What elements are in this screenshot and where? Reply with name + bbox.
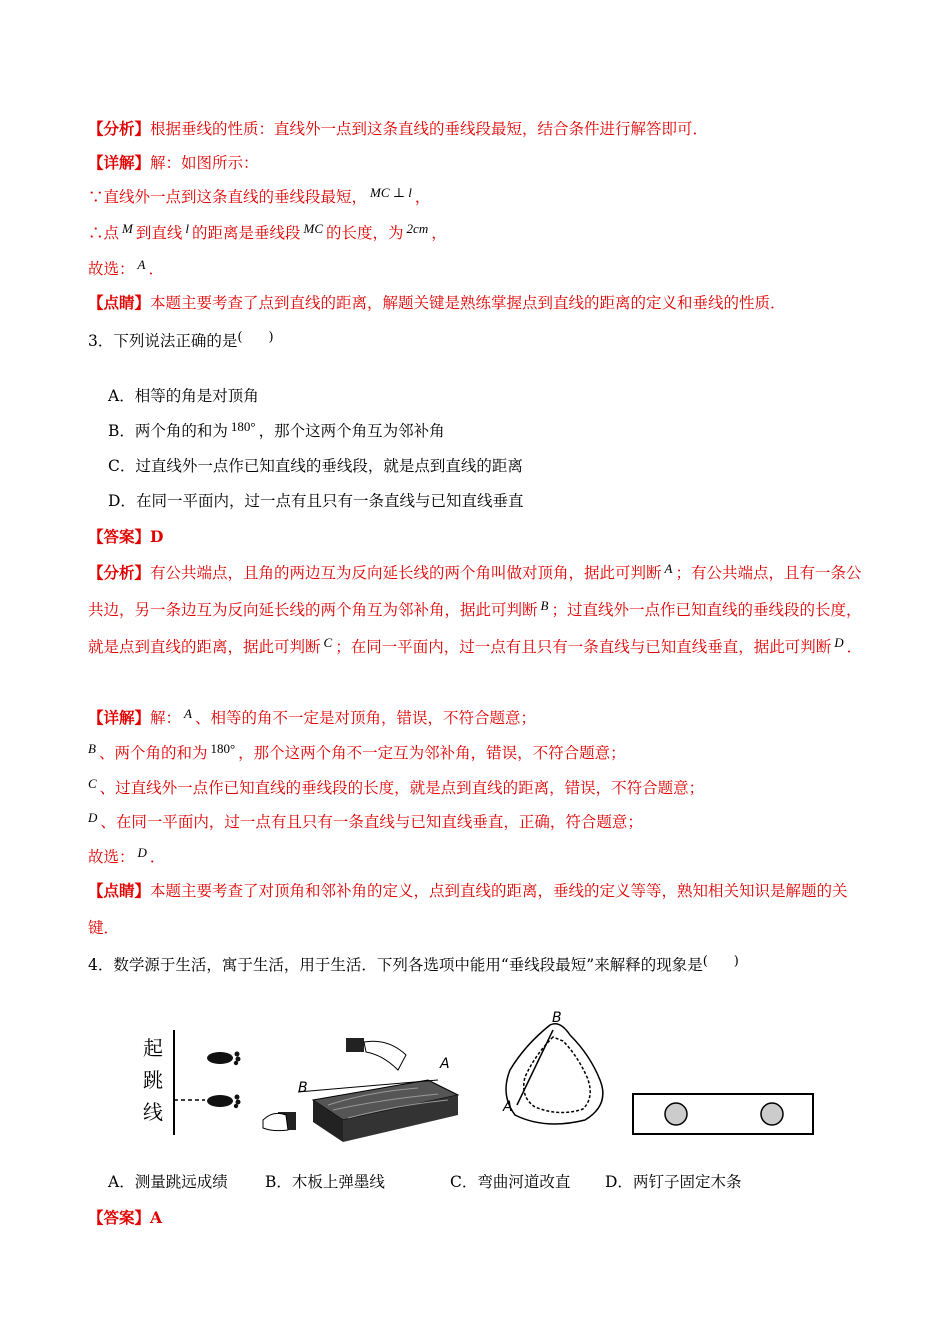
answer-tag: 【答案】 [88, 527, 151, 546]
q4-answer [88, 1207, 162, 1229]
because-text: 直线外一点到这条直线的垂线段最短， [103, 188, 368, 206]
answer-paren: ( ) [237, 330, 274, 345]
math-D: D [88, 810, 98, 825]
label-A: A [503, 1099, 513, 1115]
q4-option-a [108, 1170, 228, 1192]
q3-analysis [88, 554, 868, 666]
comment-tag: 【点睛】 [88, 881, 151, 900]
analysis-text-4: ；在同一平面内，过一点有且只有一条直线与已知直线垂直，据此可判断 [335, 638, 832, 656]
question-stem: 4．数学源于生活，寓于生活，用于生活．下列各选项中能用“垂线段最短”来解释的现象是 [88, 956, 703, 974]
analysis-text-2: ；有公共端点，且有一条公共边，另一条边互为反向延长线的两个角互为邻补角，据此可判断 [88, 564, 862, 619]
therefore-symbol: ∴ [88, 224, 104, 242]
comma: ， [431, 224, 447, 242]
q3-detail-c [88, 777, 704, 800]
option-letter: A． [108, 387, 135, 405]
label-B: B [552, 1010, 562, 1026]
q2-analysis [88, 118, 708, 140]
option-text: 相等的角是对顶角 [134, 387, 259, 405]
q3-detail-b [88, 742, 626, 765]
q3-detail [88, 707, 536, 730]
detail-b-pre: 、两个角的和为 [98, 744, 208, 762]
analysis-tag: 【分析】 [88, 119, 151, 138]
hand-lower-fingers [263, 1113, 288, 1130]
q2-detail [88, 152, 259, 174]
math-mc-perp-l: MC ⊥ l [370, 185, 412, 200]
option-text: 两钉子固定木条 [632, 1173, 742, 1191]
answer-value: D [150, 527, 164, 546]
math-A: A [184, 706, 192, 721]
analysis-text-1: 有公共端点，且角的两边互为反向延长线的两个角叫做对顶角，据此可判断 [150, 564, 662, 582]
nail-icon [761, 1103, 783, 1125]
q4-option-d [605, 1170, 741, 1192]
answer-tag: 【答案】 [88, 1208, 151, 1227]
river-outer-bank [506, 1024, 603, 1124]
detail-c-text: 、过直线外一点作已知直线的垂线段的长度，就是点到直线的距离，错误，不符合题意； [99, 779, 705, 797]
math-C: C [88, 776, 97, 791]
footprint-icon [207, 1052, 241, 1109]
detail-tag: 【详解】 [88, 708, 151, 727]
because-symbol: ∵ [88, 188, 104, 206]
detail-b-post: ，那个这两个角不一定互为邻补角，错误，不符合题意； [238, 744, 626, 762]
choose-label: 故选： [88, 260, 135, 278]
figure-long-jump [135, 1025, 255, 1140]
distance-is: 的距离是垂线段 [192, 224, 301, 242]
math-MC: MC [303, 221, 324, 236]
option-text: 在同一平面内，过一点有且只有一条直线与已知直线垂直 [135, 492, 524, 510]
option-text: 木板上弹墨线 [291, 1173, 385, 1191]
choose-label: 故选： [88, 848, 135, 866]
label-B: B [298, 1080, 308, 1096]
math-M: M [122, 221, 133, 236]
option-letter: D． [108, 492, 136, 510]
comment-tag: 【点睛】 [88, 293, 151, 312]
detail-tag: 【详解】 [88, 153, 151, 172]
q3-stem [88, 330, 274, 354]
q3-answer [88, 526, 163, 548]
option-text-post: ，那个这两个角互为邻补角 [258, 422, 445, 440]
option-letter: C． [450, 1173, 478, 1191]
takeoff-char-3: 线 [143, 1100, 163, 1124]
q4-stem [88, 954, 739, 978]
math-C: C [323, 635, 333, 650]
q4-option-b [265, 1170, 385, 1192]
detail-text: 解：如图所示： [150, 154, 259, 172]
option-text: 测量跳远成绩 [134, 1173, 228, 1191]
comment-text: 本题主要考查了对顶角和邻补角的定义，点到直线的距离，垂线的定义等等，熟知相关知识是解题的关键． [88, 882, 848, 937]
river-inner-bank [524, 1037, 590, 1113]
math-D: D [834, 635, 844, 650]
q3-detail-d [88, 811, 643, 834]
math-2cm: 2cm [406, 221, 429, 236]
option-letter: B． [265, 1173, 292, 1191]
q3-comment [88, 872, 868, 947]
q3-option-a [108, 385, 259, 407]
detail-intro: 解： [150, 709, 182, 727]
math-B: B [88, 741, 96, 756]
q3-option-b [108, 420, 445, 443]
detail-d-text: 、在同一平面内，过一点有且只有一条直线与已知直线垂直，正确，符合题意； [100, 813, 643, 831]
analysis-text-3: ；过直线外一点作已知直线的垂线段的长度，就是点到直线的距离，据此可判断 [88, 601, 862, 656]
period: ． [148, 260, 164, 278]
comma: ， [414, 188, 431, 206]
choose-answer: A [137, 257, 146, 272]
math-180: 180° [210, 741, 236, 756]
math-B: B [540, 598, 549, 613]
option-text: 两个角的和为 [134, 422, 228, 440]
q4-option-c [450, 1170, 570, 1192]
takeoff-char-1: 起 [143, 1036, 163, 1060]
math-180: 180° [230, 419, 256, 434]
q2-choose [88, 258, 164, 281]
question-stem: 3．下列说法正确的是 [88, 332, 238, 350]
figure-river [495, 1005, 615, 1140]
option-letter: C． [108, 457, 136, 475]
hand-upper-fingers [364, 1041, 406, 1070]
analysis-tag: 【分析】 [88, 563, 151, 582]
q2-therefore-line [88, 222, 447, 245]
q3-choose [88, 846, 165, 869]
math-l: l [185, 221, 190, 236]
figure-wood-board [258, 1030, 473, 1145]
answer-value: A [150, 1208, 163, 1227]
analysis-text: 根据垂线的性质：直线外一点到这条直线的垂线段最短，结合条件进行解答即可． [150, 120, 709, 138]
choose-answer: D [137, 845, 147, 860]
option-text: 弯曲河道改直 [477, 1173, 571, 1191]
q3-option-d [108, 490, 523, 512]
detail-a-text: 、相等的角不一定是对顶角，错误，不符合题意； [194, 709, 536, 727]
period: ． [846, 638, 863, 656]
option-letter: D． [605, 1173, 633, 1191]
hand-upper-icon [346, 1038, 364, 1052]
option-letter: A． [108, 1173, 135, 1191]
comment-text: 本题主要考查了点到直线的距离，解题关键是熟练掌握点到直线的距离的定义和垂线的性质． [150, 294, 786, 312]
nail-icon [665, 1103, 687, 1125]
length-is: 的长度，为 [326, 224, 404, 242]
option-text: 过直线外一点作已知直线的垂线段，就是点到直线的距离 [135, 457, 523, 475]
answer-paren: ( ) [702, 954, 739, 969]
q2-comment [88, 292, 786, 314]
point-word: 点 [103, 224, 120, 242]
straight-channel [517, 1030, 553, 1105]
to-line: 到直线 [135, 224, 183, 242]
q3-option-c [108, 455, 523, 477]
math-A: A [664, 561, 673, 576]
period: ． [149, 848, 166, 866]
wood-strip [633, 1094, 813, 1134]
figure-two-nails [630, 1090, 820, 1140]
takeoff-char-2: 跳 [143, 1068, 163, 1092]
q2-because-line [88, 186, 430, 209]
label-A: A [440, 1056, 450, 1072]
option-letter: B． [108, 422, 135, 440]
